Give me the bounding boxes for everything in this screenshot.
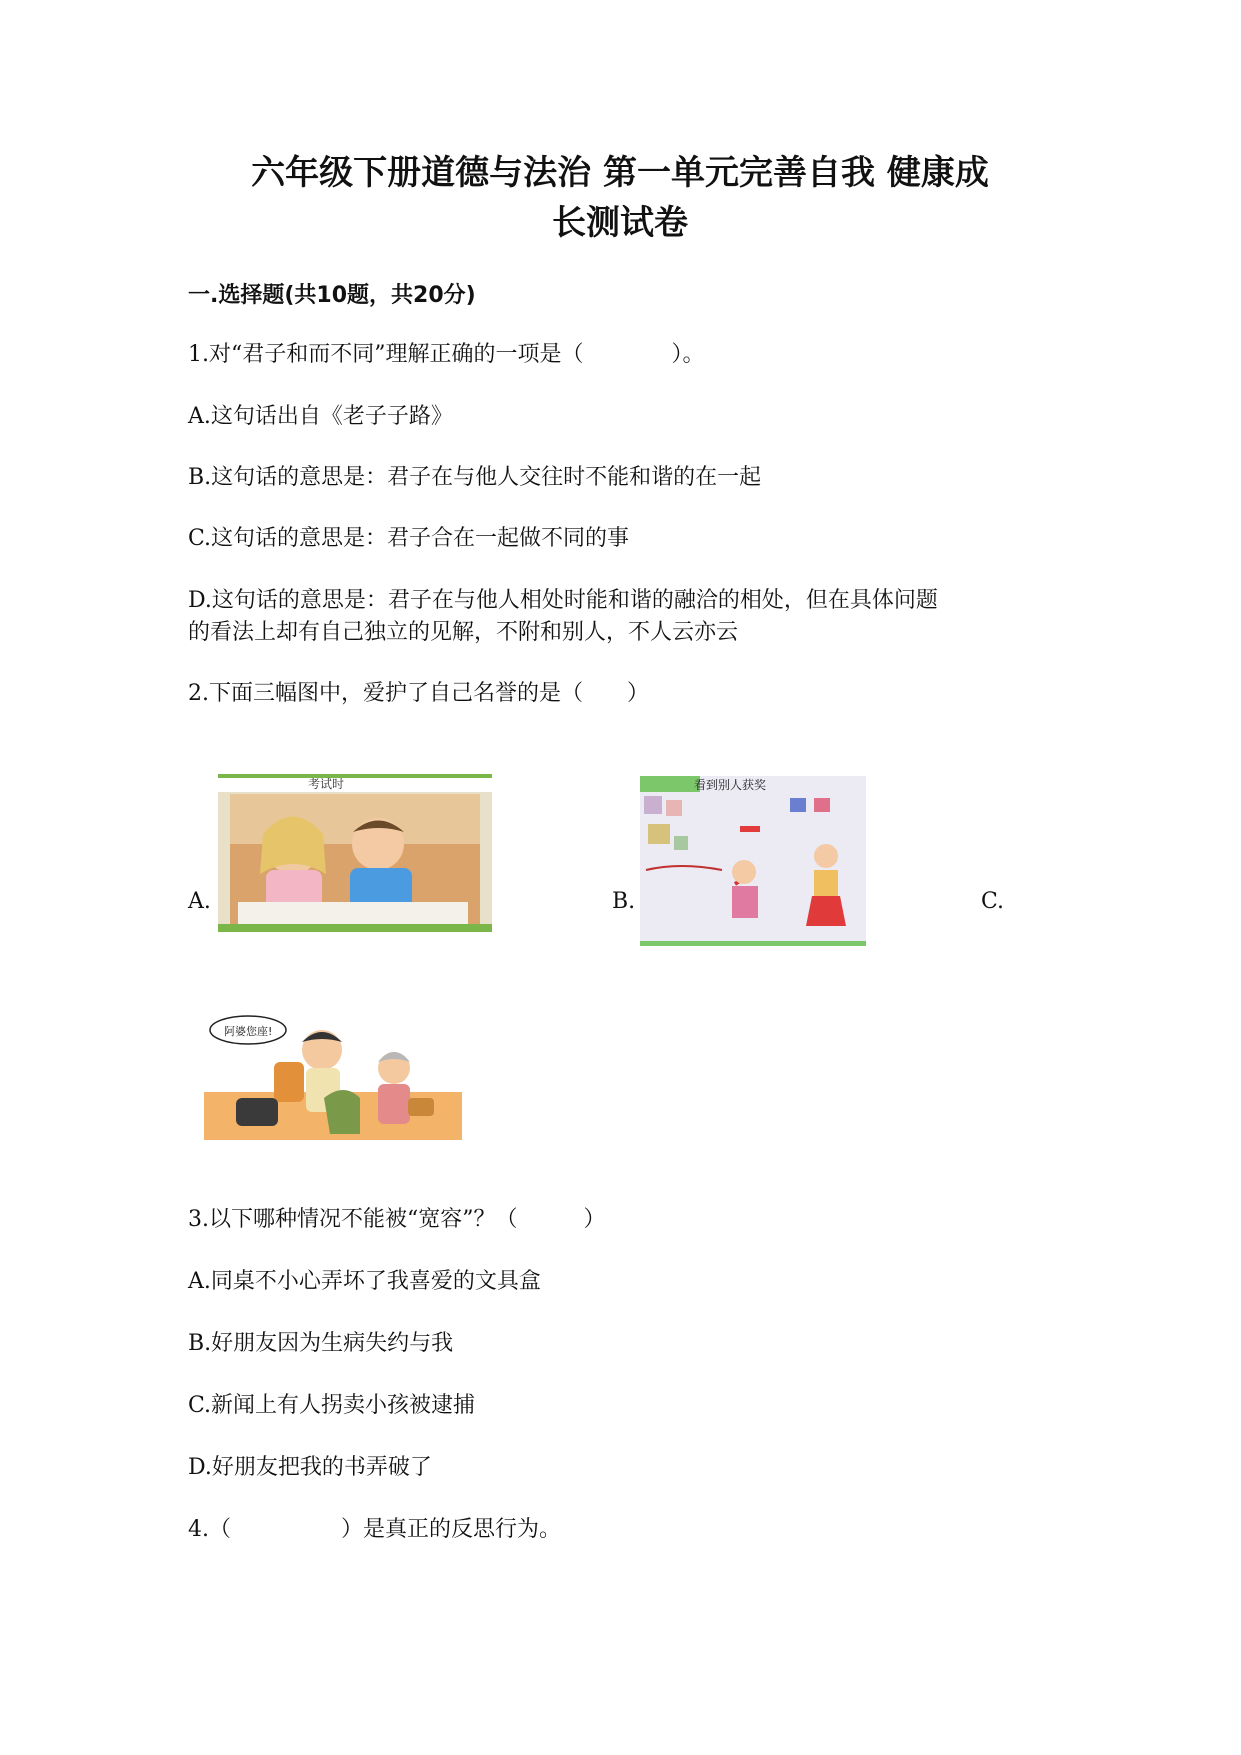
question-1-option-b: B.这句话的意思是：君子在与他人交往时不能和谐的在一起: [188, 465, 762, 490]
question-1-option-d-line-1: D.这句话的意思是：君子在与他人相处时能和谐的融洽的相处，但在具体问题: [188, 588, 938, 613]
title-line-2: 长测试卷: [552, 203, 688, 243]
question-1-option-a: A.这句话出自《老子子路》: [188, 404, 453, 429]
question-3-option-c: C.新闻上有人拐卖小孩被逮捕: [188, 1393, 476, 1418]
question-2-stem: 2.下面三幅图中，爱护了自己名誉的是（ ）: [188, 681, 649, 706]
question-3-option-b: B.好朋友因为生病失约与我: [188, 1331, 454, 1356]
question-2-option-a-label: A.: [188, 889, 211, 914]
picture-b-caption: 看到别人获奖: [694, 778, 767, 792]
picture-a-caption: 考试时: [308, 777, 345, 791]
question-1-option-c: C.这句话的意思是：君子合在一起做不同的事: [188, 526, 630, 551]
question-2-option-b-label: B.: [612, 889, 636, 914]
question-3-option-a: A.同桌不小心弄坏了我喜爱的文具盒: [188, 1269, 541, 1294]
question-1-stem: 1.对“君子和而不同”理解正确的一项是（ ）。: [188, 342, 705, 367]
title-line-1: 六年级下册道德与法治 第一单元完善自我 健康成: [251, 153, 989, 193]
question-3-option-d: D.好朋友把我的书弄破了: [188, 1455, 432, 1480]
question-2-picture-a: [218, 774, 492, 932]
page-title: [150, 148, 1090, 248]
question-1-option-d-line-2: 的看法上却有自己独立的见解，不附和别人，不人云亦云: [188, 620, 739, 645]
picture-c-caption: 阿婆您座!: [224, 1025, 273, 1038]
question-2-picture-c: [204, 1002, 462, 1140]
question-3-stem: 3.以下哪种情况不能被“宽容”？（ ）: [188, 1207, 606, 1232]
question-2-picture-b: [640, 776, 866, 946]
question-2-option-c-label: C.: [981, 889, 1005, 914]
question-4-stem: 4.（ ）是真正的反思行为。: [188, 1517, 561, 1542]
section-heading: 一.选择题(共10题，共20分): [188, 283, 476, 308]
